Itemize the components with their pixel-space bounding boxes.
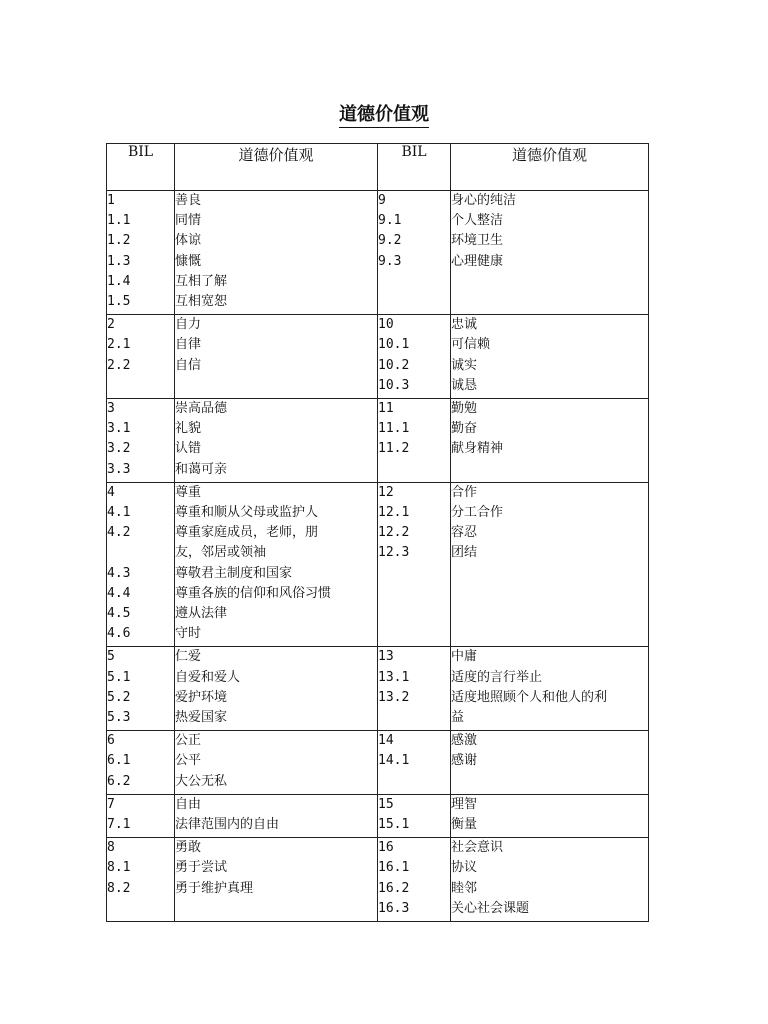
item-number: 1.5 (107, 293, 131, 309)
value-label: 尊重和顺从父母或监护人 (175, 504, 319, 520)
value-label: 个人整洁 (451, 213, 504, 229)
page-title-text: 道德价值观 (339, 104, 429, 128)
right-value-cell (451, 315, 649, 399)
left-bil-cell (107, 647, 175, 731)
table-row (107, 647, 649, 731)
value-label: 诚恳 (451, 377, 478, 393)
item-number: 9.2 (378, 233, 402, 249)
item-number: 1.1 (107, 213, 131, 229)
moral-values-table (106, 143, 649, 922)
item-number: 15.1 (378, 816, 410, 832)
value-label: 法律范围内的自由 (175, 816, 280, 832)
value-label: 自律 (175, 337, 202, 353)
item-number: 3 (107, 400, 115, 416)
item-number: 3.3 (107, 461, 131, 477)
left-value-cell (175, 794, 378, 837)
page-title (0, 100, 768, 126)
item-number: 16.3 (378, 900, 410, 916)
item-number: 8.2 (107, 880, 131, 896)
item-number: 4.4 (107, 585, 131, 601)
value-label: 自力 (175, 317, 202, 333)
left-bil-cell (107, 191, 175, 315)
item-number: 4.1 (107, 504, 131, 520)
item-number: 6.2 (107, 773, 131, 789)
table-row (107, 315, 649, 399)
left-bil-cell (107, 731, 175, 795)
item-number: 14.1 (378, 753, 410, 769)
left-value-cell (175, 398, 378, 482)
item-number: 9.3 (378, 253, 402, 269)
item-number (378, 708, 450, 728)
value-label: 认错 (175, 441, 202, 457)
value-label: 互相了解 (175, 273, 228, 289)
item-number: 5 (107, 649, 115, 665)
value-label: 适度地照顾个人和他人的利 (451, 689, 608, 705)
value-label: 公平 (175, 753, 202, 769)
table-row (107, 398, 649, 482)
left-value-cell (175, 647, 378, 731)
right-bil-cell (378, 731, 451, 795)
right-bil-cell (378, 482, 451, 647)
item-number: 11.1 (378, 421, 410, 437)
value-label: 忠诚 (451, 317, 478, 333)
item-number: 10 (378, 317, 394, 333)
value-label: 和蔼可亲 (175, 461, 228, 477)
table-row (107, 794, 649, 837)
item-number: 16.1 (378, 860, 410, 876)
item-number: 15 (378, 796, 394, 812)
right-bil-cell (378, 315, 451, 399)
item-number: 11.2 (378, 441, 410, 457)
item-number: 8 (107, 840, 115, 856)
item-number: 10.2 (378, 357, 410, 373)
value-label: 献身精神 (451, 441, 504, 457)
item-number: 1.2 (107, 233, 131, 249)
value-label: 勇于维护真理 (175, 880, 254, 896)
item-number: 7.1 (107, 816, 131, 832)
header-bil-right: BIL (378, 144, 451, 191)
value-label: 合作 (451, 484, 478, 500)
value-label: 容忍 (451, 525, 478, 541)
table-row (107, 838, 649, 922)
item-number: 4.5 (107, 605, 131, 621)
left-value-cell (175, 838, 378, 922)
item-number: 1.3 (107, 253, 131, 269)
value-label: 尊重家庭成员，老师，朋 (175, 525, 319, 541)
left-value-cell (175, 731, 378, 795)
value-label: 协议 (451, 860, 478, 876)
item-number: 7 (107, 796, 115, 812)
value-label: 尊重各族的信仰和风俗习惯 (175, 585, 332, 601)
item-number: 4.6 (107, 626, 131, 642)
item-number: 5.3 (107, 709, 131, 725)
item-number: 12.3 (378, 545, 410, 561)
item-number: 16 (378, 840, 394, 856)
value-label: 尊敬君主制度和国家 (175, 565, 293, 581)
left-bil-cell (107, 482, 175, 647)
value-label: 勇敢 (175, 840, 202, 856)
table-body (107, 191, 649, 922)
value-label: 环境卫生 (451, 233, 504, 249)
item-number: 12.2 (378, 525, 410, 541)
value-label: 益 (451, 709, 465, 725)
value-label: 尊重 (175, 484, 202, 500)
value-label: 仁爱 (175, 649, 202, 665)
value-label: 诚实 (451, 357, 478, 373)
value-label: 中庸 (451, 649, 478, 665)
item-number: 3.1 (107, 421, 131, 437)
right-value-cell (451, 647, 649, 731)
value-label: 体谅 (175, 233, 202, 249)
right-value-cell (451, 838, 649, 922)
item-number: 12 (378, 484, 394, 500)
header-value-left: 道德价值观 (175, 144, 378, 191)
item-number: 6.1 (107, 753, 131, 769)
item-number: 16.2 (378, 880, 410, 896)
right-bil-cell (378, 838, 451, 922)
value-label: 衡量 (451, 816, 478, 832)
item-number: 1.4 (107, 273, 131, 289)
item-number: 5.2 (107, 689, 131, 705)
value-label: 公正 (175, 733, 202, 749)
item-number: 5.1 (107, 669, 131, 685)
value-label: 热爱国家 (175, 709, 228, 725)
item-number: 14 (378, 733, 394, 749)
right-bil-cell (378, 398, 451, 482)
value-label: 善良 (175, 193, 202, 208)
table-row (107, 482, 649, 647)
item-number: 6 (107, 733, 115, 749)
value-label: 友，邻居或领袖 (175, 545, 267, 561)
value-label: 勤勉 (451, 400, 478, 416)
right-value-cell (451, 731, 649, 795)
left-value-cell (175, 482, 378, 647)
right-bil-cell (378, 794, 451, 837)
value-label: 感谢 (451, 753, 478, 769)
value-label: 身心的纯洁 (451, 193, 517, 208)
item-number: 10.3 (378, 377, 410, 393)
item-number: 4.2 (107, 525, 131, 541)
value-label: 爱护环境 (175, 689, 228, 705)
item-number: 2.2 (107, 357, 131, 373)
value-label: 遵从法律 (175, 605, 228, 621)
value-label: 慷慨 (175, 253, 202, 269)
left-value-cell (175, 191, 378, 315)
value-label: 崇高品德 (175, 400, 228, 416)
left-value-cell (175, 315, 378, 399)
item-number: 3.2 (107, 441, 131, 457)
item-number: 1 (107, 193, 115, 208)
table-row (107, 191, 649, 315)
left-bil-cell (107, 315, 175, 399)
value-label: 大公无私 (175, 773, 228, 789)
value-label: 关心社会课题 (451, 900, 530, 916)
value-label: 团结 (451, 545, 478, 561)
left-bil-cell (107, 838, 175, 922)
header-value-right: 道德价值观 (451, 144, 649, 191)
table-header-row (107, 144, 649, 191)
header-bil-left: BIL (107, 144, 175, 191)
left-bil-cell (107, 398, 175, 482)
item-number: 13 (378, 649, 394, 665)
table-row (107, 731, 649, 795)
item-number: 4.3 (107, 565, 131, 581)
value-label: 睦邻 (451, 880, 478, 896)
item-number: 9.1 (378, 213, 402, 229)
right-bil-cell (378, 191, 451, 315)
item-number: 12.1 (378, 504, 410, 520)
value-label: 同情 (175, 213, 202, 229)
value-label: 自信 (175, 357, 202, 373)
item-number: 9 (378, 193, 386, 208)
right-value-cell (451, 482, 649, 647)
value-label: 自由 (175, 796, 202, 812)
value-label: 分工合作 (451, 504, 504, 520)
item-number: 2 (107, 317, 115, 333)
right-value-cell (451, 191, 649, 315)
value-label: 可信赖 (451, 337, 491, 353)
value-label: 自爱和爱人 (175, 669, 241, 685)
value-label: 礼貌 (175, 421, 202, 437)
value-label: 互相宽恕 (175, 293, 228, 309)
value-label: 感激 (451, 733, 478, 749)
value-label: 心理健康 (451, 253, 504, 269)
item-number: 8.1 (107, 860, 131, 876)
value-label: 适度的言行举止 (451, 669, 543, 685)
value-label: 守时 (175, 626, 202, 642)
item-number: 4 (107, 484, 115, 500)
item-number: 10.1 (378, 337, 410, 353)
item-number: 13.1 (378, 669, 410, 685)
left-bil-cell (107, 794, 175, 837)
item-number: 2.1 (107, 337, 131, 353)
value-label: 社会意识 (451, 840, 504, 856)
value-label: 勤奋 (451, 421, 478, 437)
value-label: 勇于尝试 (175, 860, 228, 876)
item-number (107, 543, 174, 563)
value-label: 理智 (451, 796, 478, 812)
right-value-cell (451, 398, 649, 482)
item-number: 13.2 (378, 689, 410, 705)
right-bil-cell (378, 647, 451, 731)
item-number: 11 (378, 400, 394, 416)
right-value-cell (451, 794, 649, 837)
